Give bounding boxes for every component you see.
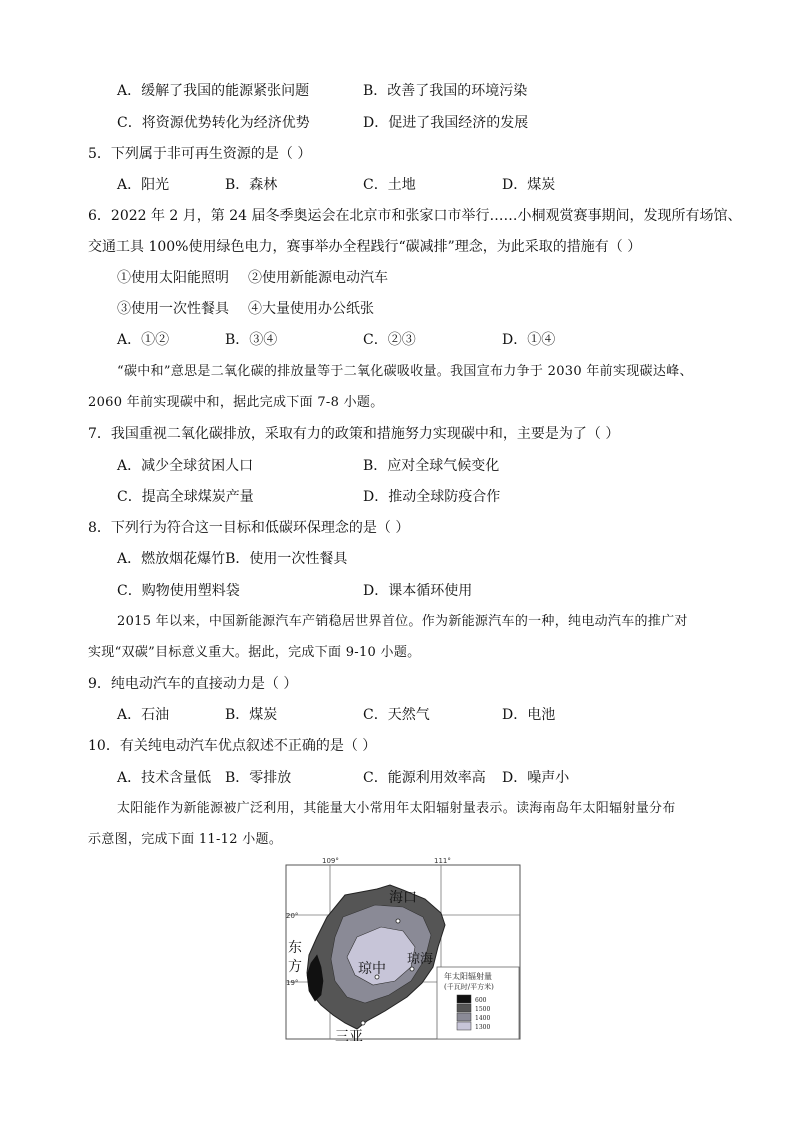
label-lat-19: 19° (286, 979, 299, 987)
q6-option-b: B．③④ (225, 332, 278, 348)
q4-option-c: C．将资源优势转化为经济优势 (117, 115, 310, 131)
label-haikou: 海口 (389, 890, 417, 906)
q4-option-a: A．缓解了我国的能源紧张问题 (117, 83, 310, 99)
q9-stem: 9．纯电动汽车的直接动力是（ ） (88, 676, 298, 692)
passage-11-12-line-1: 太阳能作为新能源被广泛利用，其能量大小常用年太阳辐射量表示。读海南岛年太阳辐射量分布 (117, 801, 676, 816)
q7-stem: 7．我国重视二氧化碳排放，采取有力的政策和措施努力实现碳中和，主要是为了（ ） (88, 426, 620, 442)
q8-option-ab: A．燃放烟花爆竹B．使用一次性餐具 (117, 551, 348, 567)
qionghai-marker (410, 967, 414, 971)
q6-item-3: ③使用一次性餐具 (117, 301, 229, 317)
q6-stem-line-2: 交通工具 100%使用绿色电力，赛事举办全程践行“碳减排”理念，为此采取的措施有（ ） (88, 239, 642, 255)
q6-item-1: ①使用太阳能照明 (117, 270, 229, 286)
label-sanya: 三亚 (335, 1029, 363, 1043)
map-svg (285, 855, 521, 1043)
passage-11-12-line-2: 示意图，完成下面 11-12 小题。 (88, 832, 283, 847)
legend-swatch-600 (457, 995, 471, 1003)
q10-option-b: B．零排放 (225, 770, 292, 786)
q6-item-2: ②使用新能源电动汽车 (248, 270, 388, 286)
q9-option-c: C．天然气 (363, 707, 430, 723)
q6-item-4: ④大量使用办公纸张 (248, 301, 374, 317)
q7-option-d: D．推动全球防疫合作 (363, 489, 501, 505)
q4-option-d: D．促进了我国经济的发展 (363, 115, 529, 131)
q6-option-c: C．②③ (363, 332, 416, 348)
q8-option-c: C．购物使用塑料袋 (117, 583, 240, 599)
legend-label-600: 600 (475, 997, 487, 1004)
q10-stem: 10．有关纯电动汽车优点叙述不正确的是（ ） (88, 738, 377, 754)
passage-7-8-line-2: 2060 年前实现碳中和，据此完成下面 7-8 小题。 (88, 395, 384, 410)
q5-option-a: A．阳光 (117, 177, 170, 193)
q8-option-d: D．课本循环使用 (363, 583, 473, 599)
q10-option-a: A．技术含量低 (117, 770, 212, 786)
q8-stem: 8．下列行为符合这一目标和低碳环保理念的是（ ） (88, 520, 410, 536)
q9-option-a: A．石油 (117, 707, 170, 723)
legend-swatch-1400 (457, 1013, 471, 1021)
q7-option-a: A．减少全球贫困人口 (117, 458, 254, 474)
q10-option-c: C．能源利用效率高 (363, 770, 486, 786)
q5-option-c: C．土地 (363, 177, 416, 193)
legend-swatch-1500 (457, 1004, 471, 1012)
legend-swatch-1300 (457, 1022, 471, 1030)
q7-option-c: C．提高全球煤炭产量 (117, 489, 254, 505)
hainan-solar-radiation-map (285, 855, 521, 1043)
legend-label-1400: 1400 (475, 1015, 491, 1022)
q6-option-d: D．①④ (502, 332, 556, 348)
label-qionghai: 琼海 (407, 952, 434, 967)
q4-option-b: B．改善了我国的环境污染 (363, 83, 528, 99)
legend-label-1500: 1500 (475, 1006, 491, 1013)
q6-option-a: A．①② (117, 332, 170, 348)
haikou-marker (396, 919, 400, 923)
label-lon-109: 109° (322, 857, 339, 865)
label-dongfang-1: 东 (288, 940, 302, 956)
sanya-marker (361, 1021, 365, 1025)
q9-option-d: D．电池 (502, 707, 556, 723)
q9-option-b: B．煤炭 (225, 707, 278, 723)
q10-option-d: D．噪声小 (502, 770, 570, 786)
passage-7-8-line-1: “碳中和”意思是二氧化碳的排放量等于二氧化碳吸收量。我国宣布力争于 2030 年前实现碳达峰、 (117, 364, 693, 379)
legend-title-line-1: 年太阳辐射量 (444, 972, 492, 981)
label-qiongzhong: 琼中 (358, 961, 386, 977)
label-lat-20: 20° (286, 912, 299, 920)
label-lon-111: 111° (434, 857, 451, 865)
passage-9-10-line-1: 2015 年以来，中国新能源汽车产销稳居世界首位。作为新能源汽车的一种，纯电动汽车的推广对 (117, 614, 688, 629)
q5-option-d: D．煤炭 (502, 177, 556, 193)
passage-9-10-line-2: 实现“双碳”目标意义重大。据此，完成下面 9-10 小题。 (88, 645, 421, 660)
q5-option-b: B．森林 (225, 177, 278, 193)
legend-label-1300: 1300 (475, 1024, 491, 1031)
q7-option-b: B．应对全球气候变化 (363, 458, 500, 474)
map-legend (437, 967, 519, 1039)
label-dongfang-2: 方 (288, 959, 302, 975)
legend-title-line-2: (千瓦时/平方米) (444, 983, 494, 991)
q5-stem: 5．下列属于非可再生资源的是（ ） (88, 146, 312, 162)
q6-stem-line-1: 6．2022 年 2 月，第 24 届冬季奥运会在北京市和张家口市举行……小桐观赏赛事期间，发现所有场馆、 (88, 208, 742, 224)
